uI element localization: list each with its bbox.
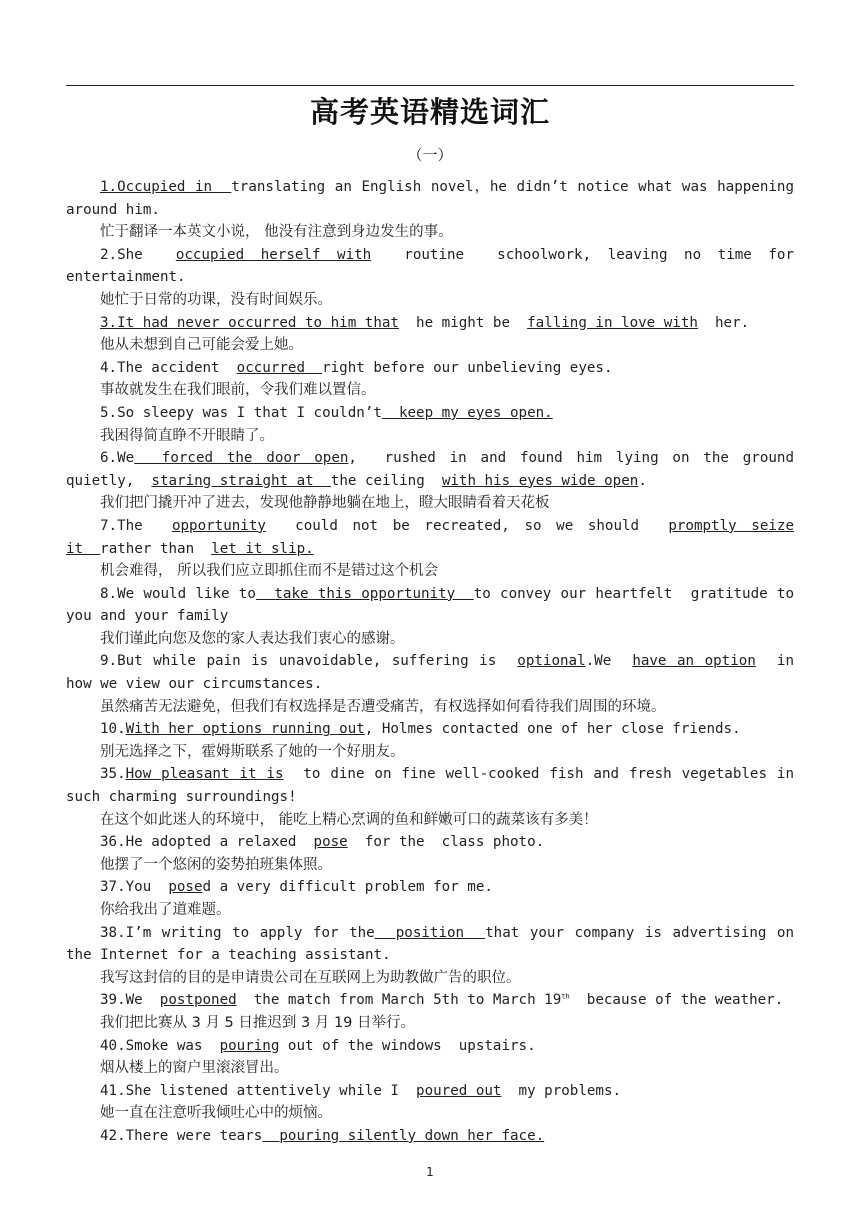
key-phrase: pouring [219, 1037, 280, 1054]
example-sentence-zh: 烟从楼上的窗户里滚滚冒出。 [100, 1060, 289, 1077]
sentence-text: because of the weather. [569, 992, 784, 1009]
sentence-text: d a very difficult problem for me. [202, 879, 493, 896]
sentence-text: 35. [100, 766, 126, 783]
example-sentence-en [66, 583, 794, 628]
sentence-text: 8.We would like to [100, 585, 256, 602]
example-sentence-en [66, 357, 794, 380]
sentence-text: 2.She [100, 246, 176, 263]
sentence-text: the ceiling [330, 472, 442, 489]
key-phrase: have an option [632, 653, 756, 670]
sentence-text: 40.Smoke was [100, 1037, 220, 1054]
key-phrase: take this opportunity [255, 585, 474, 602]
example-sentence-zh: 忙于翻译一本英文小说， 他没有注意到身边发生的事。 [100, 224, 453, 241]
example-sentence-en [66, 876, 794, 899]
example-sentence-zh: 在这个如此迷人的环境中， 能吃上精心烹调的鱼和鲜嫩可口的蔬菜该有多美！ [100, 811, 598, 828]
example-sentence-en [66, 515, 794, 560]
example-sentence-en [66, 1080, 794, 1103]
sentence-text: to convey our heartfelt gratitude to you and your family [66, 585, 795, 625]
sentence-text: . [638, 472, 647, 489]
key-phrase: pose [313, 834, 348, 851]
example-sentence-zh: 我写这封信的目的是申请贵公司在互联网上为助教做广告的职位。 [100, 969, 521, 986]
example-sentence-zh: 他摆了一个悠闲的姿势拍班集体照。 [100, 856, 332, 873]
example-sentence-zh: 我们把比赛从 3 月 5 日推迟到 3 月 19 日举行。 [100, 1014, 415, 1031]
key-phrase: forced the door open [134, 450, 349, 467]
example-sentence-zh: 你给我出了道难题。 [100, 902, 231, 918]
sentence-text: 36.He adopted a relaxed [100, 834, 314, 851]
sentence-text: .We [585, 653, 633, 670]
example-sentence-en [66, 922, 794, 967]
header-rule [66, 85, 794, 86]
example-sentence-en [66, 763, 794, 808]
key-phrase: let it slip. [211, 540, 314, 557]
sentence-text: 41.She listened attentively while I [100, 1082, 417, 1099]
example-sentence-zh: 事故就发生在我们眼前，令我们难以置信。 [100, 382, 376, 399]
key-phrase: occurred [236, 359, 323, 376]
sentence-text: translating an English novel，he didn’t notice what was happening around him. [66, 179, 795, 218]
sentence-text: to dine on fine well-cooked fish and fresh vegetables in such charming surroundings! [66, 766, 795, 806]
example-sentence-en [66, 989, 794, 1012]
example-sentence-en [66, 1125, 794, 1148]
example-sentence-en [66, 650, 794, 695]
sentence-text: 42.There were tears [100, 1127, 263, 1144]
sentence-text: 7.The [100, 517, 172, 534]
example-sentence-zh: 他从未想到自己可能会爱上她。 [100, 337, 303, 354]
sentence-text: rather than [100, 540, 212, 557]
sentence-text: he might be [398, 314, 528, 331]
example-sentence-en [66, 312, 794, 335]
example-sentence-en [66, 176, 794, 221]
sentence-text: for the class photo. [347, 834, 545, 851]
key-phrase: keep my eyes open. [381, 404, 553, 421]
sentence-text: 37.You [100, 879, 169, 896]
key-phrase: staring straight at [151, 472, 331, 489]
sentence-text: , Holmes contacted one of her close friends. [364, 721, 741, 738]
sentence-text: 38.I’m writing to apply for the [100, 924, 375, 941]
key-phrase: postponed [159, 992, 237, 1009]
sentence-text: her. [697, 314, 750, 331]
sentence-text: 5.So sleepy was I that I couldn’t [100, 404, 382, 421]
sentence-text: 39.We [100, 992, 160, 1009]
sentence-text: th [561, 992, 570, 1001]
page-number: 1 [426, 1165, 434, 1179]
key-phrase: 3.It had never occurred to him that [100, 314, 399, 331]
example-sentence-en [66, 831, 794, 854]
sentence-text: out of the windows upstairs. [279, 1037, 536, 1054]
key-phrase: falling in love with [527, 314, 698, 331]
example-sentence-zh: 虽然痛苦无法避免，但我们有权选择是否遭受痛苦，有权选择如何看待我们周围的环境。 [100, 698, 666, 715]
key-phrase: occupied herself with [175, 246, 372, 263]
key-phrase: with his eyes wide open [441, 472, 639, 489]
key-phrase: With her options running out [125, 721, 365, 738]
sentence-text: in how we view our circumstances. [66, 653, 794, 693]
example-sentence-en [66, 718, 794, 741]
key-phrase: pouring silently down her face. [262, 1127, 545, 1144]
page-title: 高考英语精选词汇 [309, 95, 550, 129]
key-phrase: position [374, 924, 486, 941]
key-phrase: 1.Occupied in [100, 179, 232, 195]
example-sentence-en [66, 447, 794, 492]
example-sentence-en [66, 244, 794, 289]
example-sentence-en [66, 1035, 794, 1058]
example-sentence-zh: 我们谨此向您及您的家人表达我们衷心的感谢。 [100, 630, 405, 647]
example-sentence-zh: 她忙于日常的功课，没有时间娱乐。 [100, 291, 332, 308]
key-phrase: opportunity [171, 517, 266, 534]
sentence-text: that your company is advertising on the Internet for a teaching assistant. [66, 924, 795, 964]
key-phrase: poured out [416, 1082, 502, 1099]
key-phrase: How pleasant it is [125, 766, 284, 783]
example-sentence-zh: 我们把门撬开冲了进去，发现他静静地躺在地上，瞪大眼睛看着天花板 [100, 495, 550, 512]
example-sentence-en [66, 402, 794, 425]
example-sentence-zh: 别无选择之下，霍姆斯联系了她的一个好朋友。 [100, 743, 405, 760]
sentence-text: the match from March 5th to March 19 [236, 992, 562, 1009]
sentence-text: , rushed in and found him lying on the ground quietly, [66, 450, 794, 489]
sentence-text: 6.We [100, 450, 135, 467]
example-sentence-zh: 她一直在注意听我倾吐心中的烦恼。 [100, 1105, 332, 1122]
sentence-text: routine schoolwork, leaving no time for entertainment. [66, 246, 795, 286]
section-subtitle: （一） [407, 146, 453, 164]
example-sentence-zh: 我困得简直睁不开眼睛了。 [100, 427, 274, 444]
key-phrase: optional [517, 653, 586, 670]
sentence-text: my problems. [501, 1082, 622, 1099]
vocabulary-list [66, 176, 794, 1148]
key-phrase: pose [168, 879, 203, 896]
sentence-text: 9.But while pain is unavoidable, suffering is [100, 653, 518, 670]
sentence-text: could not be recreated, so we should [265, 517, 669, 534]
example-sentence-zh: 机会难得， 所以我们应立即抓住而不是错过这个机会 [100, 563, 439, 580]
sentence-text: 4.The accident [100, 359, 237, 376]
key-phrase: promptly seize it [66, 517, 795, 557]
sentence-text: right before our unbelieving eyes. [322, 359, 613, 376]
sentence-text: 10. [100, 721, 126, 738]
